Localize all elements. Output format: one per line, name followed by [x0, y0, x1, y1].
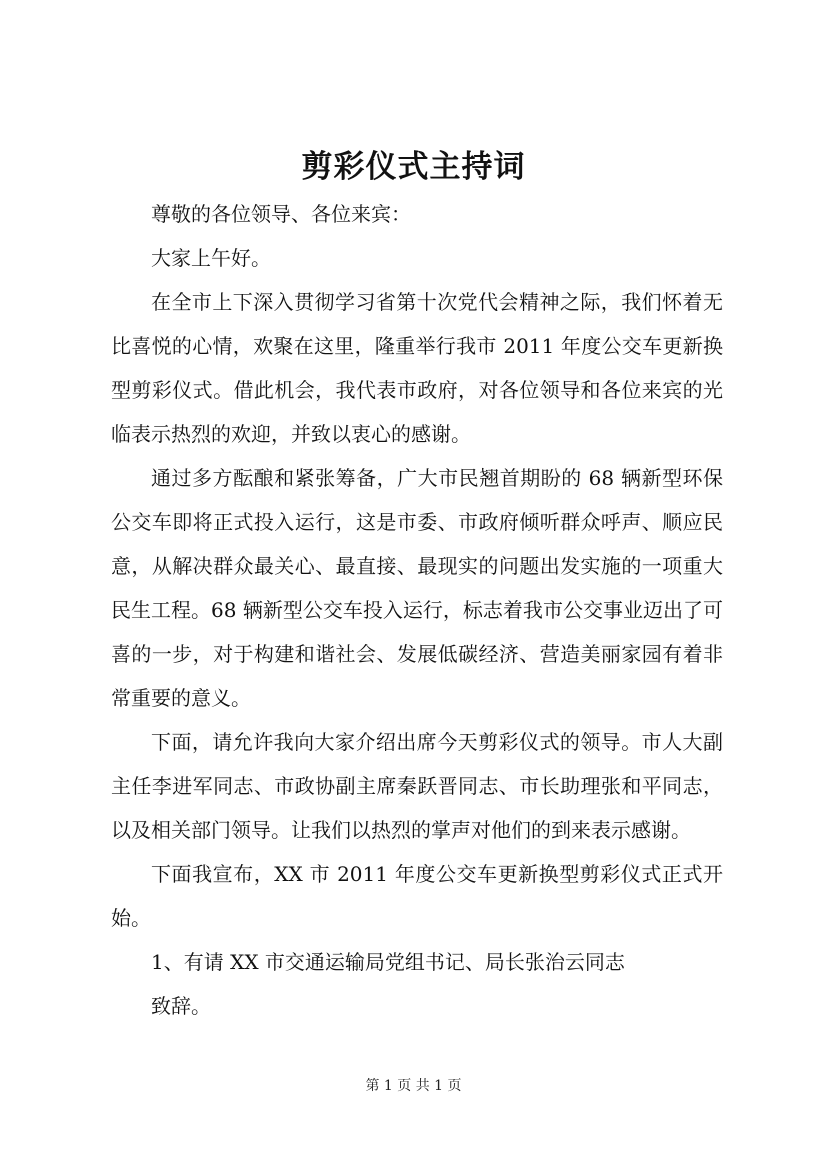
paragraph-opening: 在全市上下深入贯彻学习省第十次党代会精神之际，我们怀着无比喜悦的心情，欢聚在这里，隆重举行我市 2011 年度公交车更新换型剪彩仪式。借此机会，我代表市政府，对各位领导和各位来宾的光临表示热烈的欢迎，并致以衷心的感谢。 — [111, 290, 723, 446]
paragraph-buses: 通过多方酝酿和紧张筹备，广大市民翘首期盼的 68 辆新型环保公交车即将正式投入运行，这是市委、市政府倾听群众呼声、顺应民意，从解决群众最关心、最直接、最现实的问题出发实施的一项重大民生工程。68 辆新型公交车投入运行，标志着我市公交事业迈出了可喜的一步，对于构建和谐社会、发展低碳经济、营造美丽家园有着非常重要的意义。 — [111, 466, 723, 710]
paragraph-leaders: 下面，请允许我向大家介绍出席今天剪彩仪式的领导。市人大副主任李进军同志、市政协副主席秦跃晋同志、市长助理张和平同志，以及相关部门领导。让我们以热烈的掌声对他们的到来表示感谢。 — [111, 730, 723, 842]
page-footer: 第 1 页 共 1 页 — [365, 1078, 462, 1094]
agenda-item-1-continued: 致辞。 — [151, 994, 211, 1018]
greeting: 大家上午好。 — [151, 246, 271, 270]
salutation: 尊敬的各位领导、各位来宾： — [151, 202, 411, 226]
agenda-item-1: 1、有请 XX 市交通运输局党组书记、局长张治云同志 — [151, 950, 625, 974]
paragraph-announcement: 下面我宣布，XX 市 2011 年度公交车更新换型剪彩仪式正式开始。 — [111, 862, 723, 930]
document-body — [111, 192, 723, 1028]
document-title: 剪彩仪式主持词 — [301, 149, 526, 185]
